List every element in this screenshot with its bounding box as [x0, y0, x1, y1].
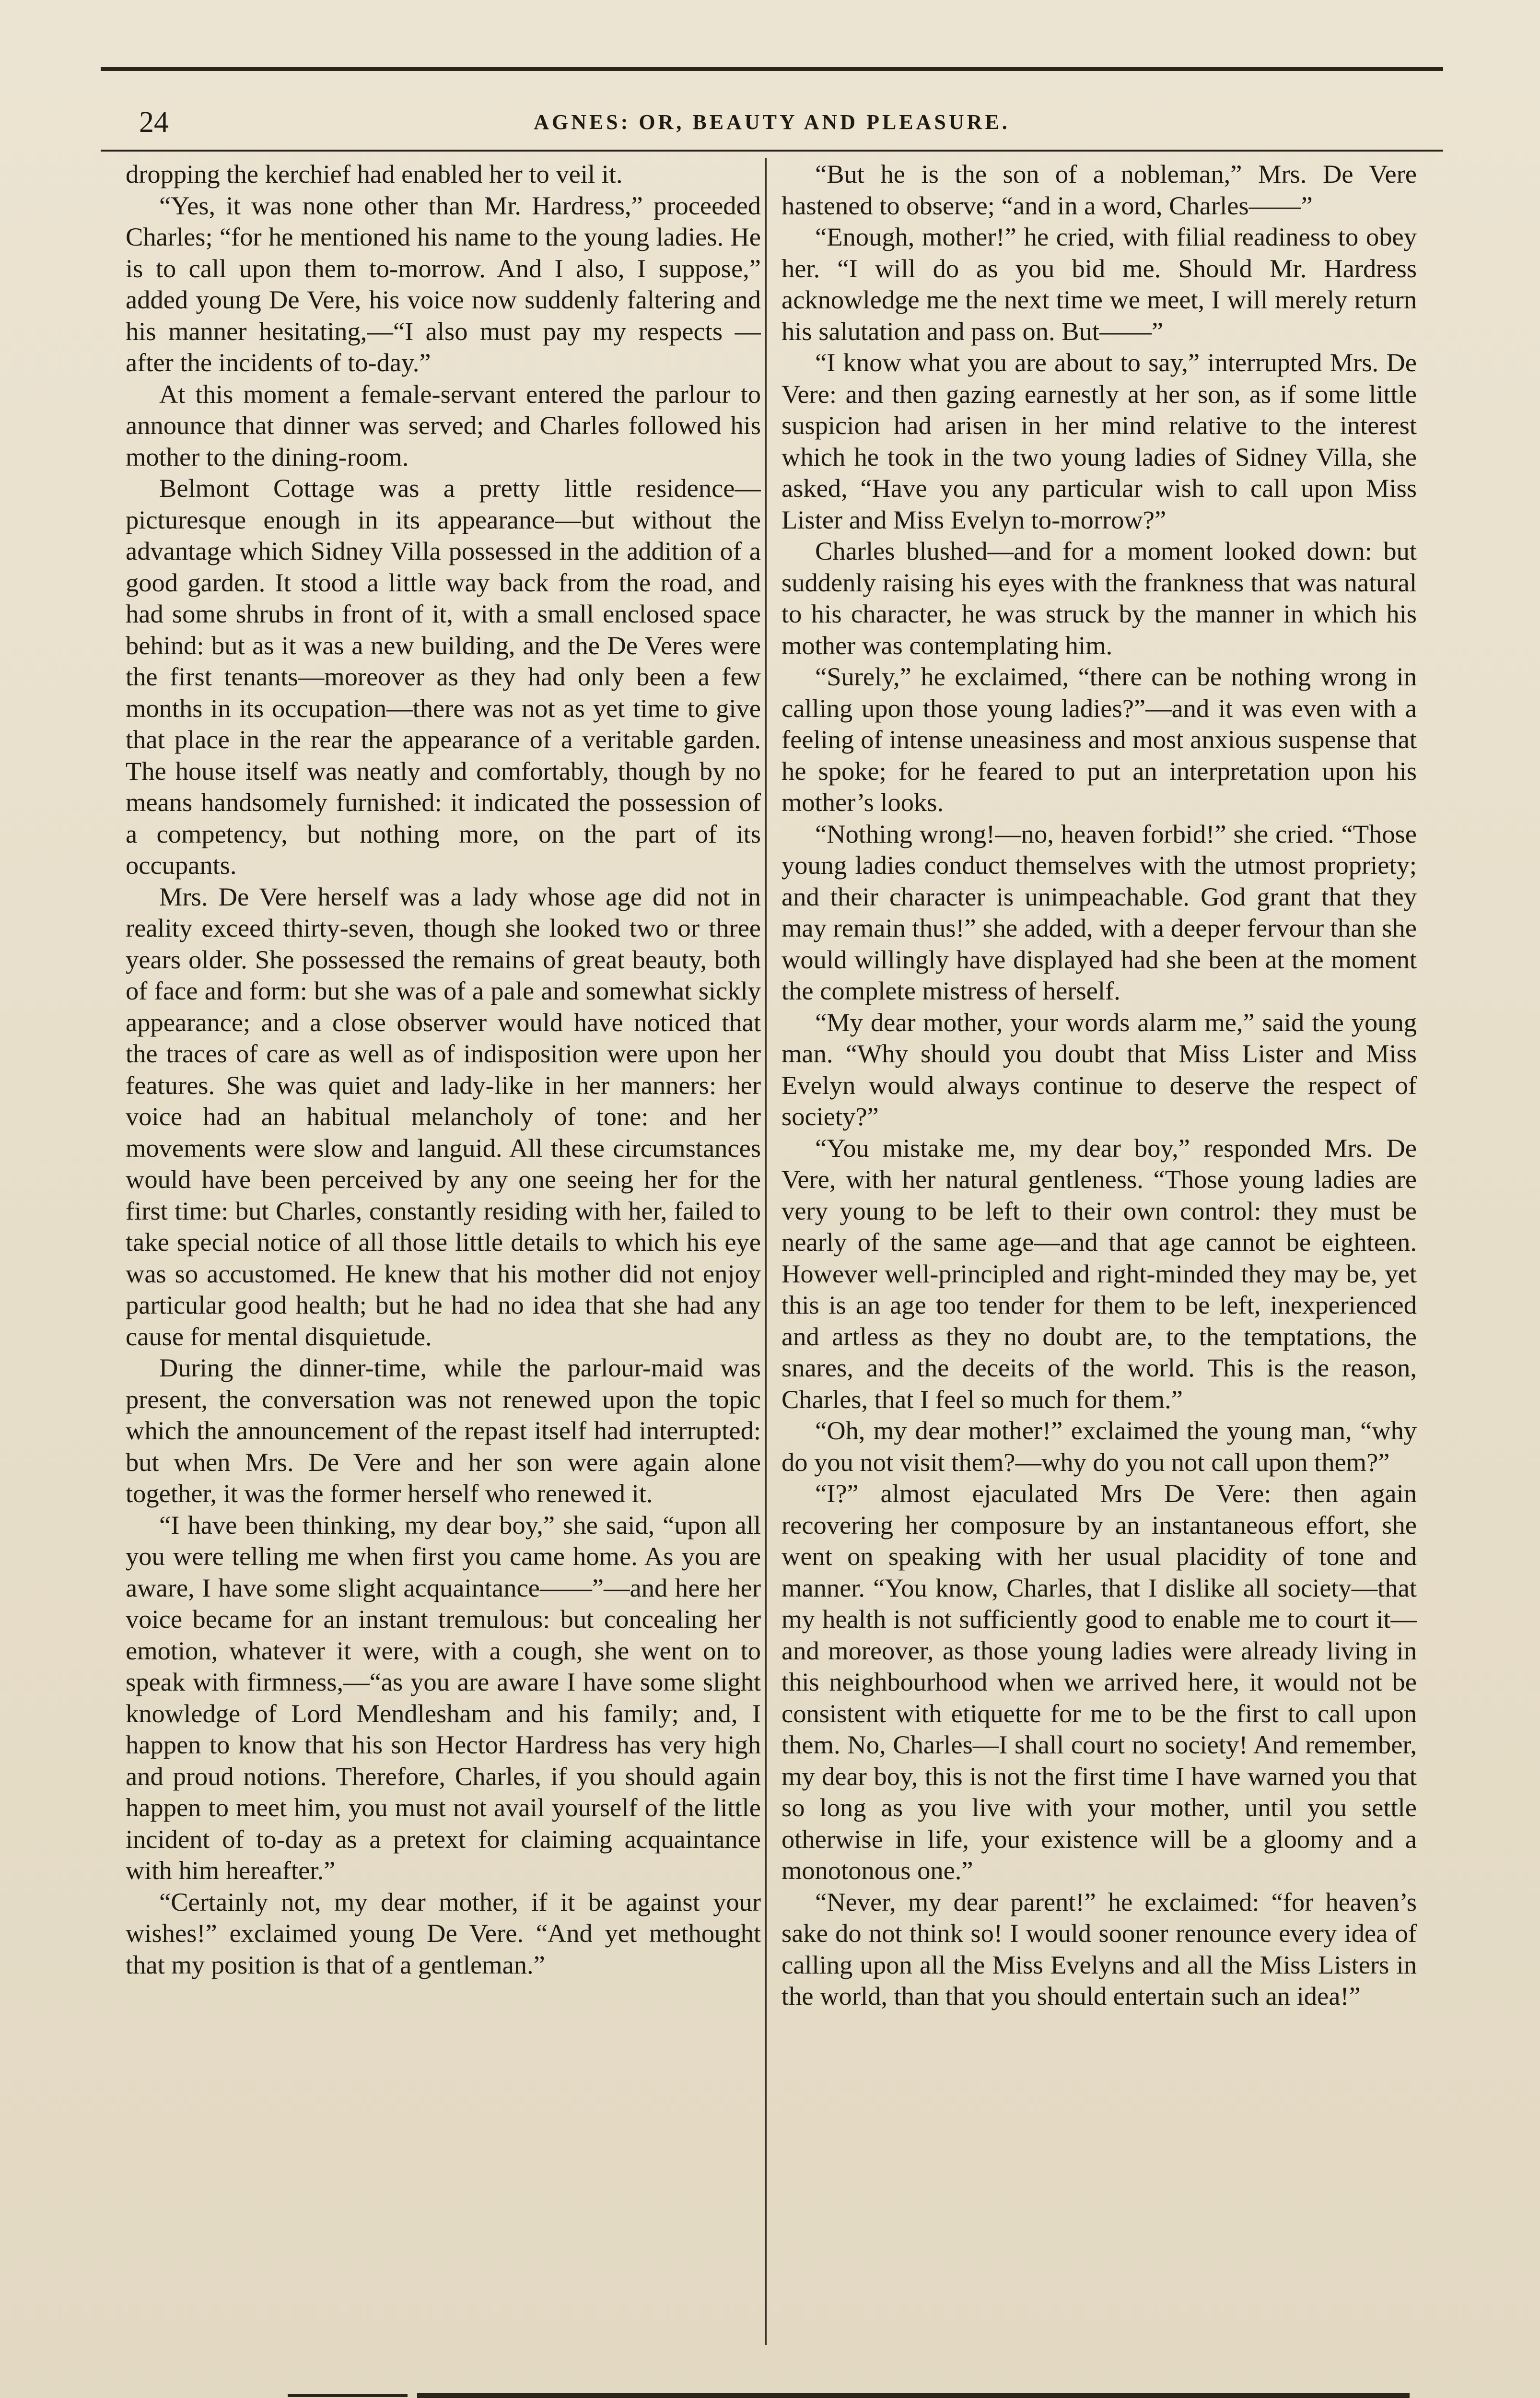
page-header [101, 98, 1443, 146]
paragraph: “But he is the son of a nobleman,” Mrs. De Vere hastened to observe; “and in a word, Charles——” [782, 159, 1417, 220]
paragraph: dropping the kerchief had enabled her to veil it. [126, 159, 623, 188]
paragraph: Charles blushed—and for a moment looked down: but suddenly raising his eyes with the frankness that was natural to his character, he was struck by the manner in which his mother was contemplating him. [782, 536, 1417, 660]
paragraph: “My dear mother, your words alarm me,” said the young man. “Why should you doubt that Miss Lister and Miss Evelyn would always continue to deserve the respect of society?” [782, 1007, 1417, 1131]
paragraph: “You mistake me, my dear boy,” responded Mrs. De Vere, with her natural gentleness. “Those young ladies are very young to be left to their own control: they must be nearly of the same age—and that age cannot be eighteen. However well-principled and right-minded they may be, yet this is an age too tender for them to be left, inexperienced and artless as they no doubt are, to the temptations, the snares, and the deceits of the world. This is the reason, Charles, that I feel so much for them.” [782, 1133, 1417, 1414]
paragraph: “Oh, my dear mother!” exclaimed the young man, “why do you not visit them?—why do you not call upon them?” [782, 1416, 1417, 1477]
left-column [126, 158, 761, 2355]
paragraph: “Nothing wrong!—no, heaven forbid!” she cried. “Those young ladies conduct themselves with the utmost propriety; and their character is unimpeachable. God grant that they may remain thus!” she added, with a deeper fervour than she would willingly have displayed had she been at the moment the complete mistress of herself. [782, 819, 1417, 1005]
page-number: 24 [139, 106, 169, 139]
paragraph: “Never, my dear parent!” he exclaimed: “for heaven’s sake do not think so! I would sooner renounce every idea of calling upon all the Miss Evelyns and all the Miss Listers in the world, than that you should entertain such an idea!” [782, 1887, 1417, 2010]
top-border-rule [101, 67, 1443, 71]
paragraph: “Surely,” he exclaimed, “there can be nothing wrong in calling upon those young ladies?”—and it was even with a feeling of intense uneasiness and most anxious suspense that he spoke; for he feared to put an interpretation upon his mother’s looks. [782, 662, 1417, 817]
paragraph: “Yes, it was none other than Mr. Hardress,” proceeded Charles; “for he mentioned his name to the young ladies. He is to call upon them to-morrow. And I also, I suppose,” added young De Vere, his voice now suddenly faltering and his manner hesitating,—“I also must pay my respects —after the incidents of to-day.” [126, 190, 761, 377]
paragraph: “I know what you are about to say,” interrupted Mrs. De Vere: and then gazing earnestly at her son, as if some little suspicion had arisen in her mind relative to the interest which he took in the two young ladies of Sidney Villa, she asked, “Have you any particular wish to call upon Miss Lister and Miss Evelyn to-morrow?” [782, 348, 1417, 534]
bottom-rule-short [288, 2394, 408, 2397]
right-column [782, 158, 1417, 2355]
paragraph: “Enough, mother!” he cried, with filial readiness to obey her. “I will do as you bid me. Should Mr. Hardress acknowledge me the next time we meet, I will merely return his salutation and pass on. But——” [782, 222, 1417, 346]
paragraph: Belmont Cottage was a pretty little residence—picturesque enough in its appearance—but without the advantage which Sidney Villa possessed in the addition of a good garden. It stood a little way back from the road, and had some shrubs in front of it, with a small enclosed space behind: but as it was a new building, and the De Veres were the first tenants—moreover as they had only been a few months in its occupation—there was not as yet time to give that place in the rear the appearance of a veritable garden. The house itself was neatly and comfortably, though by no means handsomely furnished: it indicated the possession of a competency, but nothing more, on the part of its occupants. [126, 473, 761, 880]
paragraph: “Certainly not, my dear mother, if it be against your wishes!” exclaimed young De Vere. “And yet methought that my position is that of a gentleman.” [126, 1887, 761, 1979]
running-title: AGNES: OR, BEAUTY AND PLEASURE. [534, 110, 1010, 134]
bottom-rule [417, 2393, 1410, 2398]
paragraph: “I have been thinking, my dear boy,” she said, “upon all you were telling me when first you came home. As you are aware, I have some slight acquaintance——”—and here her voice became for an instant tremulous: but concealing her emotion, whatever it were, with a cough, she went on to speak with firmness,—“as you are aware I have some slight knowledge of Lord Mendlesham and his family; and, I happen to know that his son Hector Hardress has very high and proud notions. Therefore, Charles, if you should again happen to meet him, you must not avail yourself of the little incident of to-day as a pretext for claiming acquaintance with him hereafter.” [126, 1510, 761, 1885]
header-rule [101, 150, 1443, 152]
paragraph: At this moment a female-servant entered the parlour to announce that dinner was served; and Charles followed his mother to the dining-room. [126, 379, 761, 471]
paragraph: “I?” almost ejaculated Mrs De Vere: then again recovering her composure by an instantaneous effort, she went on speaking with her usual placidity of tone and manner. “You know, Charles, that I dislike all society—that my health is not sufficiently good to enable me to court it—and moreover, as those young ladies were already living in this neighbourhood when we arrived here, it would not be consistent with etiquette for me to be the first to call upon them. No, Charles—I shall court no society! And remember, my dear boy, this is not the first time I have warned you that so long as you live with your mother, until you settle otherwise in life, your existence will be a gloomy and a monotonous one.” [782, 1479, 1417, 1885]
column-divider [765, 158, 767, 2345]
paragraph: During the dinner-time, while the parlour-maid was present, the conversation was not renewed upon the topic which the announcement of the repast itself had interrupted: but when Mrs. De Vere and her son were again alone together, it was the former herself who renewed it. [126, 1353, 761, 1508]
paragraph: Mrs. De Vere herself was a lady whose age did not in reality exceed thirty-seven, though she looked two or three years older. She possessed the remains of great beauty, both of face and form: but she was of a pale and somewhat sickly appearance; and a close observer would have noticed that the traces of care as well as of indisposition were upon her features. She was quiet and lady-like in her manners: her voice had an habitual melancholy of tone: and her movements were slow and languid. All these circumstances would have been perceived by any one seeing her for the first time: but Charles, constantly residing with her, failed to take special notice of all those little details to which his eye was so accustomed. He knew that his mother did not enjoy particular good health; but he had no idea that she had any cause for mental disquietude. [126, 882, 761, 1351]
